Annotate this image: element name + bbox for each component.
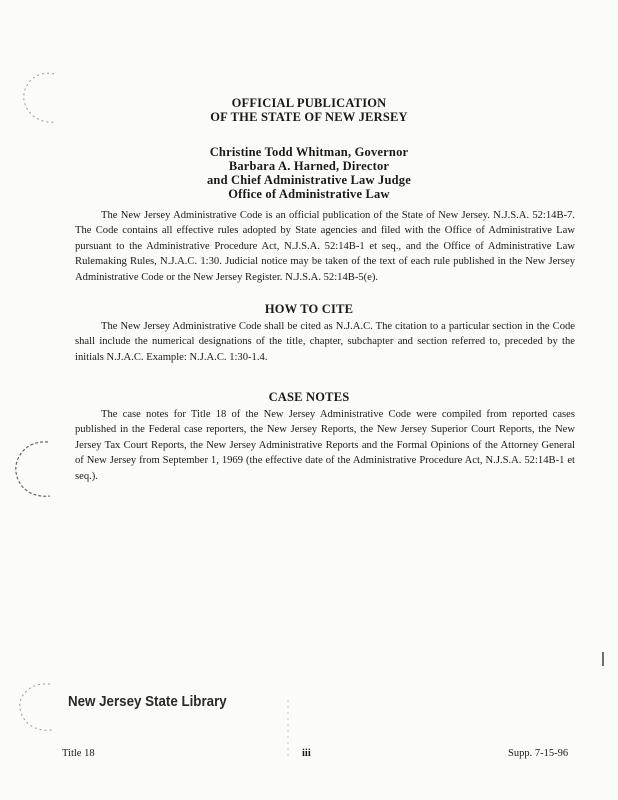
office-line: Office of Administrative Law <box>228 187 390 201</box>
intro-paragraph: The New Jersey Administrative Code is an official publication of the State of New Jersey. N.J.S.A. 52:14B-7. The Code contains all effective rules adopted by State agencies and filed with the Office of Administrative Law pursuant to the Administrative Procedure Act, N.J.S.A. 52:14B-1 et seq., and the Office of Administrative Law Rulemaking Rules, N.J.A.C. 1:30. Judicial notice may be taken of the text of each rule published in the New Jersey Administrative Code or the New Jersey Register. N.J.S.A. 52:14B-5(e). <box>75 209 575 283</box>
how-to-cite-heading: HOW TO CITE <box>264 302 354 316</box>
library-stamp: New Jersey State Library <box>68 694 227 710</box>
chief-judge-line: and Chief Administrative Law Judge <box>206 173 412 187</box>
director-line: Barbara A. Harned, Director <box>228 159 390 173</box>
governor-line: Christine Todd Whitman, Governor <box>209 145 409 159</box>
publication-title-line-2: OF THE STATE OF NEW JERSEY <box>210 110 408 124</box>
publication-title-line-1: OFFICIAL PUBLICATION <box>231 96 387 110</box>
footer-page-number: iii <box>302 748 311 759</box>
binding-line-mark <box>286 700 290 760</box>
how-to-cite-paragraph: The New Jersey Administrative Code shall be cited as N.J.A.C. The citation to a particular section in the Code shall include the numerical designations of the title, chapter, subchapter and section referred to, preceded by the initials N.J.A.C. Example: N.J.A.C. 1:30-1.4. <box>75 320 575 363</box>
punch-hole-mark-middle <box>10 438 54 502</box>
case-notes-heading: CASE NOTES <box>268 390 350 404</box>
footer-title: Title 18 <box>62 748 95 759</box>
footer-supplement-date: Supp. 7-15-96 <box>508 748 569 759</box>
punch-hole-mark-bottom <box>12 680 56 736</box>
case-notes-paragraph: The case notes for Title 18 of the New Jersey Administrative Code were compiled from reported cases published in the Federal case reporters, the New Jersey Reports, the New Jersey Superior Court Reports, the New Jersey Tax Court Reports, the New Jersey Administrative Reports and the Formal Opinions of the Attorney General of New Jersey from September 1, 1969 (the effective date of the Administrative Procedure Act, N.J.S.A. 52:14B-1 et seq.). <box>75 408 575 482</box>
margin-tick-mark <box>600 652 606 666</box>
